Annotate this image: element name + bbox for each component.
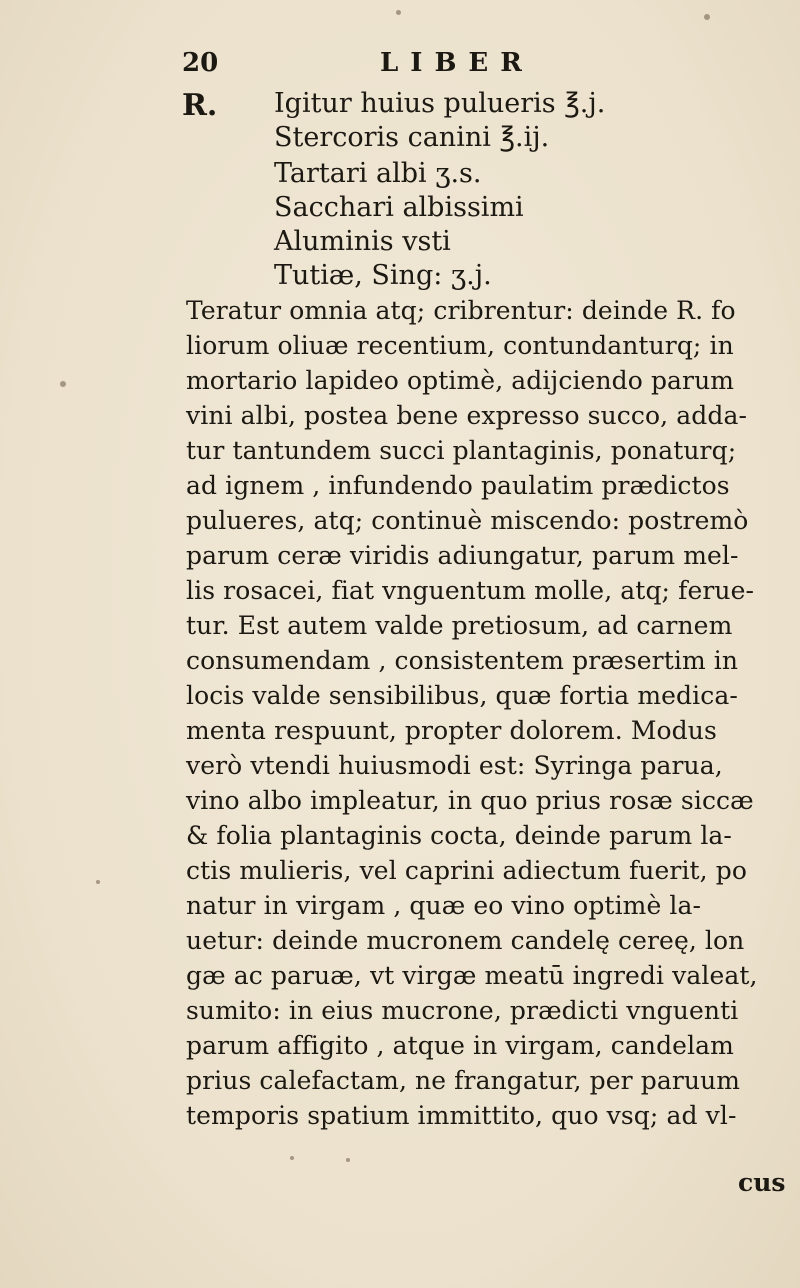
- page-header: [182, 48, 602, 88]
- text-line: lis rosacei, fiat vnguentum molle, atq; ferue-: [186, 576, 755, 605]
- paper-speck: [704, 14, 710, 20]
- recipe-symbol: R.: [182, 88, 218, 123]
- recipe-line: Igitur huius pulueris ℥.j.: [274, 88, 606, 119]
- text-line: parum affigito , atque in virgam, candelam: [186, 1031, 734, 1060]
- catchword: cus: [738, 1168, 786, 1197]
- text-line: pulueres, atq; continuè miscendo: postremò: [186, 506, 749, 535]
- text-line: liorum oliuæ recentium, contundanturq; in: [186, 331, 734, 360]
- recipe-line: Stercoris canini ℥.ij.: [274, 122, 550, 153]
- text-line: ad ignem , infundendo paulatim prædictos: [186, 471, 730, 500]
- recipe-line: Tartari albi ʒ.s.: [274, 158, 482, 189]
- recipe-line: Aluminis vsti: [274, 226, 451, 257]
- text-line: sumito: in eius mucrone, prædicti vnguenti: [186, 996, 739, 1025]
- paper-speck: [60, 381, 66, 387]
- page-number: 20: [182, 48, 219, 78]
- text-line: temporis spatium immittito, quo vsq; ad vl-: [186, 1101, 737, 1130]
- text-line: menta respuunt, propter dolorem. Modus: [186, 716, 717, 745]
- text-line: ctis mulieris, vel caprini adiectum fuerit, po: [186, 856, 748, 885]
- text-line: consumendam , consistentem præsertim in: [186, 646, 739, 675]
- text-line: tur tantundem succi plantaginis, ponaturq;: [186, 436, 737, 465]
- text-line: parum ceræ viridis adiungatur, parum mel-: [186, 541, 739, 570]
- text-line: prius calefactam, ne frangatur, per paruum: [186, 1066, 741, 1095]
- text-line: uetur: deinde mucronem candelę cereę, lon: [186, 926, 745, 955]
- text-line: vino albo impleatur, in quo prius rosæ siccæ: [186, 786, 754, 815]
- text-line: tur. Est autem valde pretiosum, ad carnem: [186, 611, 733, 640]
- recipe-line: Tutiæ, Sing: ʒ.j.: [274, 260, 492, 291]
- text-line: locis valde sensibilibus, quæ fortia medica-: [186, 681, 738, 710]
- text-line: vini albi, postea bene expresso succo, adda-: [186, 401, 748, 430]
- text-line: & folia plantaginis cocta, deinde parum la-: [186, 821, 732, 850]
- paper-speck: [396, 10, 401, 15]
- recipe-line: Sacchari albissimi: [274, 192, 524, 223]
- paper-speck: [346, 1158, 350, 1162]
- running-head: LIBER: [380, 48, 534, 78]
- text-line: Teratur omnia atq; cribrentur: deinde R. fo: [186, 296, 736, 325]
- text-line: verò vtendi huiusmodi est: Syringa parua,: [186, 751, 723, 780]
- text-line: gæ ac paruæ, vt virgæ meatū ingredi valeat,: [186, 961, 758, 990]
- text-line: natur in virgam , quæ eo vino optimè la-: [186, 891, 702, 920]
- text-line: mortario lapideo optimè, adijciendo parum: [186, 366, 735, 395]
- paper-speck: [96, 880, 100, 884]
- paper-speck: [290, 1156, 294, 1160]
